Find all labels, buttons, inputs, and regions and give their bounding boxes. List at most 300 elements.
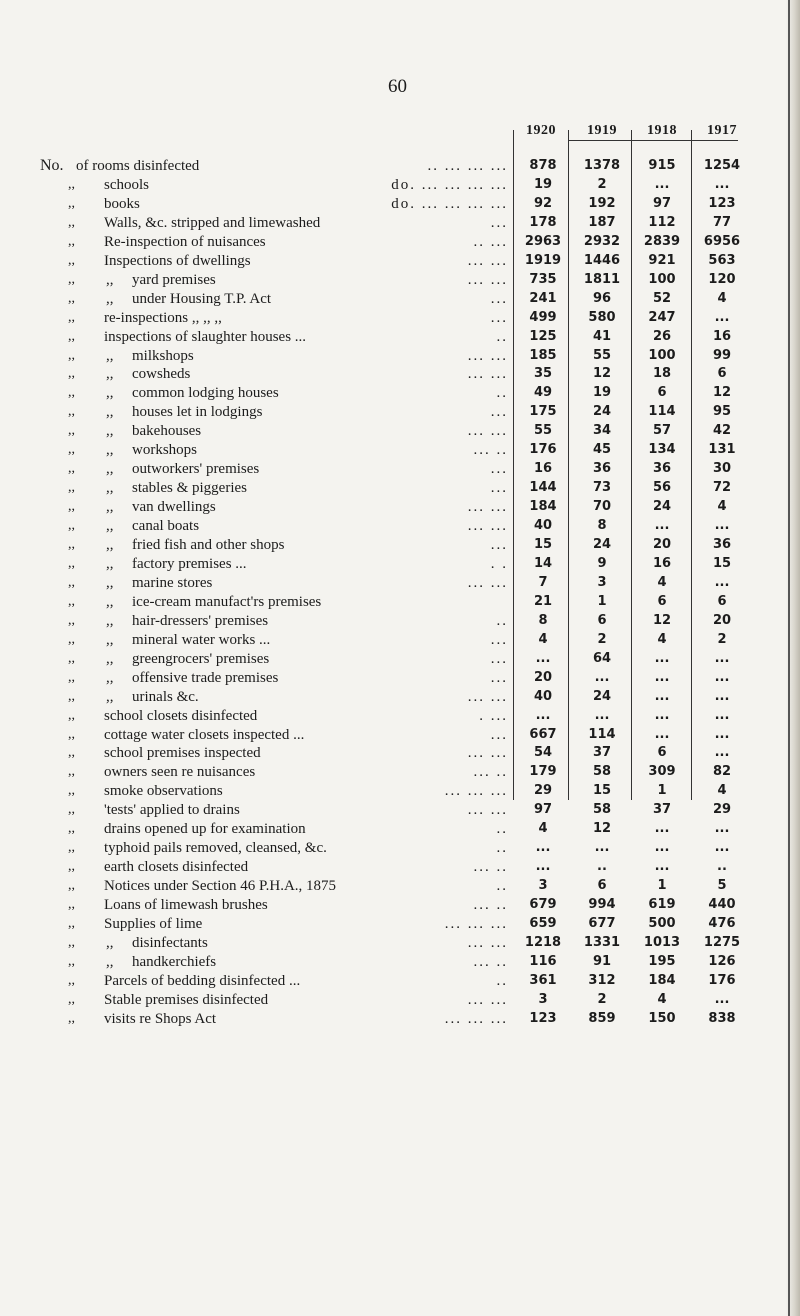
table-row (0, 838, 800, 858)
cell-1917: .. (717, 859, 727, 875)
row-label: typhoid pails removed, cleansed, &c. (104, 840, 327, 857)
table-row (0, 971, 800, 991)
cell-1917: 1254 (703, 158, 741, 173)
ditto-mark: ,, (106, 612, 114, 629)
cell-1919: 45 (592, 442, 612, 458)
cell-1919: 34 (592, 423, 612, 439)
ditto-mark: ,, (106, 669, 114, 686)
cell-1917: ... (714, 574, 730, 590)
table-row (0, 952, 800, 972)
row-label: mineral water works ... (132, 631, 271, 648)
cell-1917: 6 (717, 593, 727, 609)
cell-1918: 4 (657, 991, 667, 1007)
cell-1920: 16 (533, 461, 553, 477)
column-header-1917: 1917 (707, 123, 737, 138)
row-label: hair-dressers' premises (132, 612, 269, 629)
ditto-mark: ,, (68, 252, 75, 268)
table-row (0, 459, 800, 479)
cell-1920: 21 (533, 593, 553, 609)
cell-1918: ... (654, 518, 670, 534)
column-header-1919: 1919 (587, 123, 617, 138)
cell-1917: ... (714, 669, 730, 685)
cell-1918: 1013 (643, 934, 681, 950)
table-row (0, 308, 800, 328)
ditto-mark: ,, (68, 972, 75, 988)
table-row (0, 327, 800, 347)
row-label: drains opened up for examination (104, 821, 306, 838)
row-label: visits re Shops Act (104, 1010, 217, 1027)
table-row (0, 725, 800, 745)
leader-dots: ... .. (473, 859, 508, 876)
cell-1918: 16 (652, 555, 672, 571)
row-label: workshops (132, 442, 198, 459)
table-row (0, 364, 800, 384)
cell-1919: 91 (592, 953, 612, 969)
cell-1920: 123 (529, 1010, 557, 1026)
cell-1919: 64 (592, 650, 612, 666)
cell-1919: 3 (597, 574, 607, 590)
leader-dots: ... ... (467, 271, 508, 288)
ditto-mark: ,, (68, 802, 75, 818)
ditto-mark: ,, (106, 631, 114, 648)
cell-1919: 312 (588, 972, 616, 988)
leader-dots: .. ... ... ... (427, 158, 508, 174)
ditto-mark: ,, (68, 290, 75, 306)
row-label: factory premises ... (132, 555, 247, 572)
cell-1920: 4 (538, 631, 548, 647)
ditto-mark: ,, (68, 726, 75, 742)
row-label: stables & piggeries (132, 480, 247, 497)
row-label: outworkers' premises (132, 461, 260, 478)
table-row (0, 800, 800, 820)
cell-1919: 1 (597, 593, 607, 609)
table-row (0, 516, 800, 536)
ditto-mark: ,, (106, 574, 114, 591)
row-label: bakehouses (132, 423, 202, 440)
cell-1920: 8 (538, 612, 548, 628)
cell-1919: 6 (597, 878, 607, 894)
cell-1920: 92 (533, 195, 553, 211)
leader-dots: .. (496, 612, 508, 629)
ditto-mark: ,, (106, 593, 114, 610)
row-label: fried fish and other shops (132, 537, 285, 553)
ditto-mark: ,, (68, 309, 75, 325)
ditto-mark: ,, (68, 518, 75, 534)
table-row (0, 668, 800, 688)
row-label: re-inspections ,, ,, ,, (104, 309, 222, 326)
cell-1918: 97 (652, 195, 672, 211)
cell-1918: ... (654, 707, 670, 723)
cell-1918: ... (654, 821, 670, 837)
ditto-mark: ,, (68, 233, 75, 249)
row-label: disinfectants (132, 934, 208, 951)
leader-dots: do. ... ... ... ... (391, 176, 508, 193)
cell-1917: 29 (712, 802, 732, 818)
cell-1920: 184 (529, 499, 557, 515)
cell-1920: 54 (533, 745, 553, 761)
table-row (0, 914, 800, 934)
cell-1917: 476 (708, 916, 736, 931)
table-row (0, 535, 800, 555)
cell-1918: 52 (652, 290, 672, 306)
cell-1918: 4 (657, 631, 667, 647)
row-label: Walls, &c. stripped and limewashed (104, 214, 321, 231)
cell-1919: 55 (592, 347, 612, 363)
leader-dots: ... (490, 461, 508, 478)
cell-1918: 100 (648, 271, 676, 287)
ditto-mark: ,, (68, 328, 75, 344)
ditto-mark: ,, (68, 631, 75, 647)
ditto-mark: ,, (106, 423, 114, 440)
table-row (0, 478, 800, 498)
cell-1919: 1446 (583, 252, 621, 268)
cell-1917: 95 (712, 404, 732, 420)
cell-1919: 24 (592, 688, 612, 704)
cell-1918: 1 (657, 783, 667, 799)
cell-1917: ... (714, 309, 730, 325)
cell-1918: ... (654, 669, 670, 685)
cell-1918: 247 (648, 309, 676, 325)
column-header-1920: 1920 (526, 123, 556, 138)
row-label: houses let in lodgings (132, 404, 263, 421)
leader-dots: ... (490, 214, 508, 231)
table-row (0, 156, 800, 176)
ditto-mark: ,, (68, 669, 75, 685)
leader-dots: ... (490, 669, 508, 686)
row-label: earth closets disinfected (104, 859, 249, 876)
cell-1919: 2 (597, 991, 607, 1007)
cell-1918: 36 (652, 461, 672, 477)
cell-1918: 12 (652, 612, 672, 628)
page-number: 60 (388, 76, 407, 97)
cell-1918: 134 (648, 442, 676, 458)
row-label: milkshops (132, 347, 194, 364)
cell-1918: 100 (648, 347, 676, 363)
cell-1918: 18 (652, 366, 672, 382)
leader-dots: ... .. (473, 442, 508, 459)
cell-1919: 192 (588, 195, 616, 211)
cell-1917: 4 (717, 499, 727, 515)
cell-1920: ... (535, 840, 551, 856)
ditto-mark: ,, (68, 878, 75, 894)
table-row (0, 630, 800, 650)
cell-1920: 1218 (524, 934, 562, 950)
cell-1919: 12 (592, 821, 612, 837)
cell-1919: 73 (592, 480, 612, 496)
cell-1919: ... (594, 707, 610, 723)
cell-1920: 4 (538, 821, 548, 837)
ditto-mark: ,, (68, 934, 75, 950)
cell-1917: 123 (708, 195, 736, 211)
leader-dots: .. (496, 821, 508, 838)
cell-1919: 96 (592, 290, 612, 306)
cell-1920: 29 (533, 783, 553, 799)
table-row (0, 383, 800, 403)
table-row (0, 819, 800, 839)
table-row (0, 611, 800, 631)
table-row (0, 270, 800, 290)
cell-1917: 131 (708, 442, 736, 458)
cell-1920: 659 (529, 916, 557, 931)
cell-1917: 126 (708, 953, 736, 969)
ditto-mark: ,, (68, 442, 75, 458)
cell-1919: 2 (597, 176, 607, 192)
row-label: handkerchiefs (132, 953, 217, 970)
cell-1919: 9 (597, 555, 607, 571)
table-row (0, 1009, 800, 1029)
leader-dots: ... .. (473, 897, 508, 914)
ditto-mark: ,, (106, 461, 114, 478)
leader-dots: ... ... (467, 574, 508, 591)
table-row (0, 933, 800, 953)
cell-1918: 500 (648, 916, 676, 931)
ditto-mark: ,, (106, 442, 114, 459)
leader-dots: do. ... ... ... ... (391, 195, 508, 212)
leader-dots: ... (490, 631, 508, 648)
cell-1919: 6 (597, 612, 607, 628)
cell-1920: 185 (529, 347, 557, 363)
cell-1917: 120 (708, 271, 736, 287)
cell-1918: 921 (648, 252, 676, 268)
row-label: ice-cream manufact'rs premises (132, 593, 322, 610)
cell-1917: 30 (712, 461, 732, 477)
cell-1917: 77 (712, 214, 732, 230)
cell-1917: 82 (712, 764, 732, 780)
cell-1920: 14 (533, 555, 553, 571)
table-row (0, 402, 800, 422)
cell-1919: 580 (588, 309, 616, 325)
cell-1917: ... (714, 991, 730, 1007)
table-row (0, 232, 800, 252)
ditto-mark: ,, (68, 650, 75, 666)
cell-1918: ... (654, 176, 670, 192)
cell-1920: 2963 (524, 233, 562, 249)
cell-1918: 24 (652, 499, 672, 515)
table-row (0, 706, 800, 726)
cell-1918: 6 (657, 745, 667, 761)
table-row (0, 213, 800, 233)
ditto-mark: ,, (106, 290, 114, 307)
ditto-mark: ,, (68, 176, 75, 192)
cell-1918: 6 (657, 385, 667, 401)
cell-1919: ... (594, 669, 610, 685)
row-label: under Housing T.P. Act (132, 290, 272, 307)
cell-1918: ... (654, 650, 670, 666)
cell-1919: 70 (592, 499, 612, 515)
leader-dots: ... ... (467, 499, 508, 516)
ditto-mark: ,, (68, 593, 75, 609)
leader-dots: ... ... (467, 745, 508, 762)
table-row (0, 346, 800, 366)
cell-1920: 55 (533, 423, 553, 439)
cell-1920: 178 (529, 214, 557, 230)
table-row (0, 895, 800, 915)
leader-dots: ... (490, 404, 508, 421)
cell-1918: 150 (648, 1010, 676, 1026)
cell-1919: 19 (592, 385, 612, 401)
cell-1917: ... (714, 707, 730, 723)
table-row (0, 175, 800, 195)
row-label: smoke observations (104, 783, 223, 800)
leader-dots: .. (496, 840, 508, 857)
cell-1919: 187 (588, 214, 616, 230)
row-label: school closets disinfected (104, 707, 258, 724)
cell-1919: 2 (597, 631, 607, 647)
cell-1918: 195 (648, 953, 676, 969)
cell-1919: 58 (592, 802, 612, 818)
cell-1919: ... (594, 840, 610, 856)
ditto-mark: ,, (68, 859, 75, 875)
cell-1920: 679 (529, 897, 557, 913)
cell-1917: 5 (717, 878, 727, 894)
cell-1918: 26 (652, 328, 672, 344)
row-prefix: No. (40, 157, 64, 174)
ditto-mark: ,, (68, 821, 75, 837)
table-row (0, 762, 800, 782)
cell-1917: 99 (712, 347, 732, 363)
ditto-mark: ,, (106, 480, 114, 497)
page-edge-line (788, 0, 790, 1316)
cell-1919: 24 (592, 537, 612, 552)
cell-1918: 619 (648, 897, 676, 913)
row-label: 'tests' applied to drains (104, 802, 240, 819)
ditto-mark: ,, (106, 688, 114, 705)
cell-1920: 7 (538, 574, 548, 590)
leader-dots: ... ... (467, 991, 508, 1008)
cell-1917: ... (714, 840, 730, 856)
leader-dots: . ... (479, 707, 508, 724)
ditto-mark: ,, (68, 366, 75, 382)
cell-1918: 309 (648, 764, 676, 780)
cell-1920: ... (535, 650, 551, 666)
cell-1918: ... (654, 840, 670, 856)
row-label: cottage water closets inspected ... (104, 726, 305, 743)
row-label: Stable premises disinfected (104, 991, 269, 1008)
leader-dots: ... ... (467, 518, 508, 535)
header-rule (568, 140, 738, 141)
ditto-mark: ,, (68, 991, 75, 1007)
row-label: offensive trade premises (132, 669, 279, 686)
cell-1920: 3 (538, 991, 548, 1007)
ditto-mark: ,, (106, 934, 114, 951)
table-row (0, 573, 800, 593)
cell-1918: 6 (657, 593, 667, 609)
cell-1919: 41 (592, 328, 612, 344)
cell-1917: ... (714, 518, 730, 534)
ditto-mark: ,, (106, 366, 114, 383)
cell-1920: 35 (533, 366, 553, 382)
leader-dots: ... ... (467, 934, 508, 951)
row-label: common lodging houses (132, 385, 279, 402)
row-label: Inspections of dwellings (104, 252, 251, 269)
cell-1918: 57 (652, 423, 672, 439)
cell-1920: 735 (529, 271, 557, 287)
cell-1917: 4 (717, 783, 727, 799)
row-label: books (104, 195, 140, 212)
cell-1919: 37 (592, 745, 612, 761)
cell-1918: ... (654, 726, 670, 742)
row-label: greengrocers' premises (132, 650, 270, 667)
cell-1917: 72 (712, 480, 732, 496)
leader-dots: ... ... (467, 423, 508, 440)
row-label: of rooms disinfected (76, 158, 200, 174)
cell-1919: 15 (592, 783, 612, 799)
cell-1917: 1275 (703, 934, 741, 950)
ditto-mark: ,, (68, 499, 75, 515)
cell-1917: 12 (712, 385, 732, 401)
cell-1919: 677 (588, 916, 616, 931)
cell-1920: 3 (538, 878, 548, 894)
ditto-mark: ,, (106, 404, 114, 421)
ditto-mark: ,, (106, 499, 114, 516)
row-label: inspections of slaughter houses ... (104, 328, 307, 345)
cell-1918: 114 (648, 404, 676, 420)
cell-1920: 97 (533, 802, 553, 818)
ditto-mark: ,, (106, 650, 114, 667)
table-row (0, 857, 800, 877)
leader-dots: ... ... (467, 802, 508, 819)
cell-1917: ... (714, 688, 730, 704)
ditto-mark: ,, (106, 537, 114, 553)
cell-1919: 2932 (583, 233, 621, 249)
cell-1918: 112 (648, 214, 676, 230)
row-label: Supplies of lime (104, 916, 203, 932)
leader-dots: .. (496, 385, 508, 402)
table-row (0, 649, 800, 669)
ditto-mark: ,, (106, 953, 114, 970)
leader-dots: ... .. (473, 764, 508, 781)
table-row (0, 592, 800, 612)
ditto-mark: ,, (68, 271, 75, 287)
cell-1917: ... (714, 726, 730, 742)
leader-dots: ... ... (467, 252, 508, 269)
row-label: van dwellings (132, 499, 216, 516)
ditto-mark: ,, (106, 518, 114, 535)
cell-1920: 878 (529, 158, 557, 173)
cell-1919: 859 (588, 1010, 616, 1026)
ditto-mark: ,, (68, 195, 75, 211)
cell-1920: 40 (533, 688, 553, 704)
table-row (0, 687, 800, 707)
leader-dots: ... (490, 537, 508, 553)
cell-1919: 1811 (583, 271, 621, 287)
ditto-mark: ,, (68, 347, 75, 363)
table-row (0, 781, 800, 801)
cell-1919: .. (597, 859, 607, 875)
cell-1917: 6956 (703, 233, 741, 249)
ditto-mark: ,, (68, 916, 75, 931)
table-row (0, 554, 800, 574)
cell-1920: 1919 (524, 252, 562, 268)
cell-1919: 114 (588, 726, 616, 742)
leader-dots: ... (490, 726, 508, 743)
ditto-mark: ,, (68, 423, 75, 439)
cell-1917: 563 (708, 252, 736, 268)
cell-1917: ... (714, 821, 730, 837)
cell-1918: 37 (652, 802, 672, 818)
cell-1919: 994 (588, 897, 616, 913)
ditto-mark: ,, (106, 385, 114, 402)
table-row (0, 743, 800, 763)
leader-dots: .. (496, 972, 508, 989)
leader-dots: ... (490, 650, 508, 667)
cell-1917: 838 (708, 1010, 736, 1026)
leader-dots: ... (490, 290, 508, 307)
cell-1918: 1 (657, 878, 667, 894)
cell-1920: 20 (533, 669, 553, 685)
cell-1920: 176 (529, 442, 557, 458)
cell-1918: 56 (652, 480, 672, 496)
